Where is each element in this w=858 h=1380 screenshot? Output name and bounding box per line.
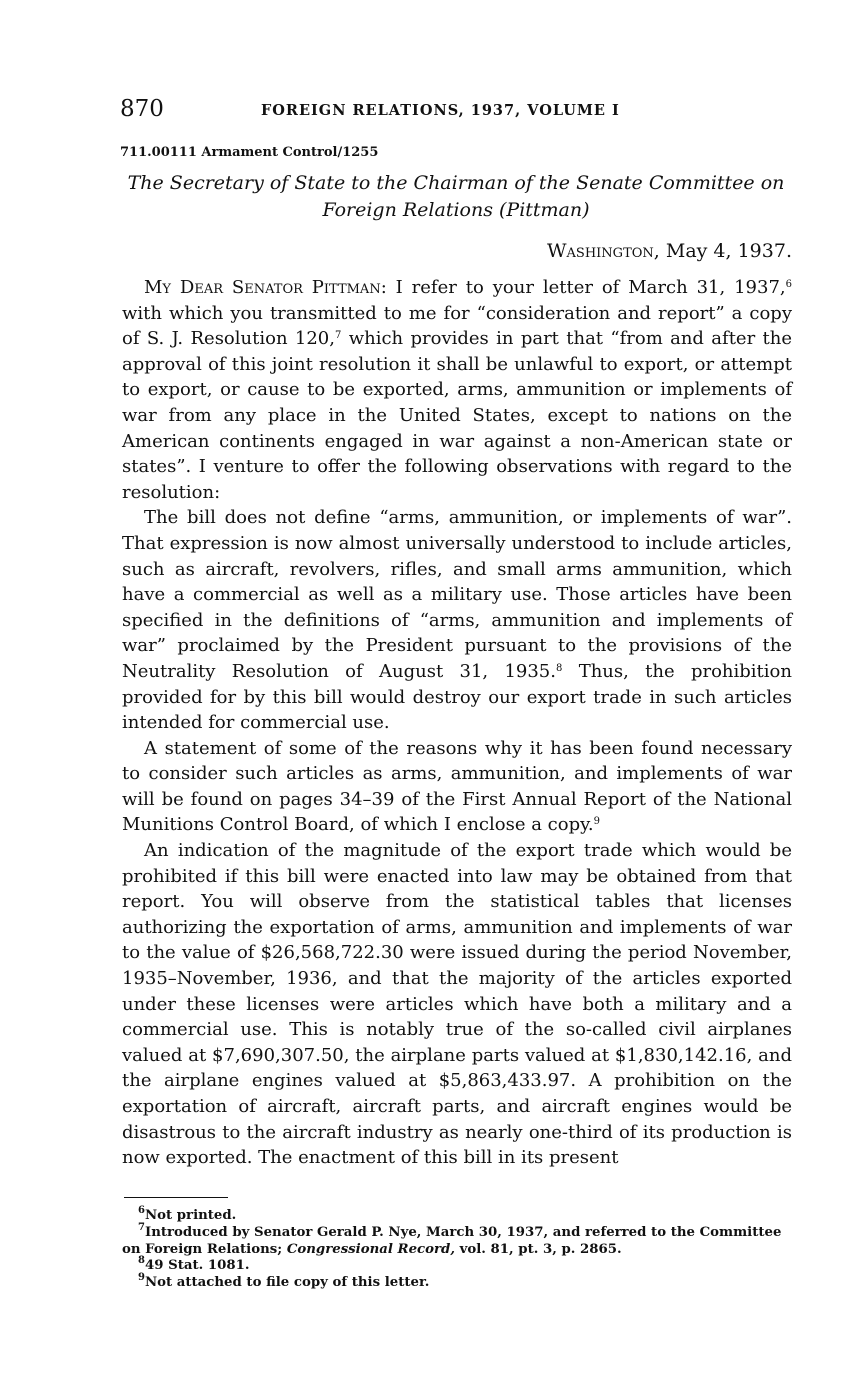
- paragraph-1-text-a: I refer to your letter of March 31, 1937,: [395, 277, 786, 298]
- paragraph-1-text-c: which provides in part that “from and after the approval of this joint resolution it shall be unlawful to export, or attempt to export, or cause to be exported, arms, ammunition or implements of war from any place in the United States, except to nations on the American continents engaged in war against a non-American state or states”. I venture to offer the following observations with regard to the resolution:: [122, 328, 793, 503]
- salutation: My Dear Senator Pittman:: [144, 277, 387, 298]
- footnote-ref-8: 8: [555, 662, 563, 674]
- footnote-ref-9: 9: [593, 816, 600, 828]
- paragraph-1: [122, 275, 792, 505]
- footnote-6: [122, 1205, 794, 1225]
- paragraph-2-text-b: Thus, the prohibition provided for by this bill would destroy our export trade in such articles intended for commercial use.: [122, 660, 792, 734]
- letter-body: [122, 275, 792, 1171]
- document-title: [118, 170, 794, 224]
- footnote-6-text: Not printed.: [144, 1208, 237, 1223]
- paragraph-3-text: A statement of some of the reasons why it has been found necessary to consider such articles as arms, ammunition, and implements of war will be found on pages 34–39 of the First Annual Report of the National Munitions Control Board, of which I enclose a copy.: [122, 737, 792, 836]
- paragraph-2-text-a: The bill does not define “arms, ammunition, or implements of war”. That expression is now almost universally understood to include articles, such as aircraft, revolvers, rifles, and small arms ammunition, which have a commercial as well as a military use. Those articles have been specified in the definitions of “arms, ammunition and implements of war” proclaimed by the President pursuant to the provisions of the Neutrality Resolution of August 31, 1935.: [122, 507, 792, 682]
- dateline-place: Washington,: [547, 240, 660, 262]
- dateline-date: May 4, 1937.: [665, 240, 792, 262]
- footnote-7-text-b: vol. 81, pt. 3, p. 2865.: [459, 1241, 622, 1257]
- paragraph-4-text: An indication of the magnitude of the export trade which would be prohibited if this bill were enacted into law may be obtained from that report. You will observe from the statistical tables that licenses authorizing the exportation of arms, ammunition and implements of war to the value of $26,568,722.30 were issued during the period November, 1935–November, 1936, and that the majority of the articles exported under these licenses were articles which have both a military and a commercial use. This is notably true of the so-called civil airplanes valued at $7,690,307.50, the airplane parts valued at $1,830,142.16, and the airplane engines valued at $5,863,433.97. A prohibition on the exportation of aircraft, aircraft parts, and aircraft engines would be disastrous to the aircraft industry as nearly one-third of its production is now exported. The enactment of this bill in its present: [122, 840, 792, 1169]
- paragraph-4: [122, 838, 792, 1171]
- paragraph-3: [122, 736, 792, 838]
- footnote-9-number: 9: [138, 1272, 145, 1284]
- paragraph-2: [122, 505, 792, 735]
- footnote-9-text: Not attached to file copy of this letter.: [144, 1275, 430, 1291]
- running-head: FOREIGN RELATIONS, 1937, VOLUME I: [261, 102, 620, 119]
- footnote-8: [122, 1255, 794, 1275]
- dateline: [500, 240, 792, 262]
- footnote-7-text-a: Introduced by Senator Gerald P. Nye, March 30, 1937, and referred to the Committee on Foreign Relations;: [122, 1224, 782, 1257]
- footnote-8-number: 8: [138, 1255, 145, 1267]
- footnote-7-number: 7: [138, 1221, 145, 1233]
- footnote-7-source: Congressional Record,: [286, 1241, 455, 1257]
- footnote-8-text: 49 Stat. 1081.: [144, 1258, 250, 1274]
- footnotes: [122, 1205, 794, 1292]
- page-number: 870: [120, 96, 164, 122]
- footnote-6-number: 6: [138, 1205, 145, 1216]
- footnote-9: [122, 1272, 794, 1292]
- page-header: [120, 96, 800, 132]
- footnote-divider: [124, 1197, 228, 1198]
- footnote-ref-6: 6: [785, 279, 793, 290]
- file-number: 711.00111 Armament Control/1255: [120, 145, 379, 160]
- title-line-1: The Secretary of State to the Chairman of the Senate Committee on: [127, 172, 785, 194]
- title-line-2: Foreign Relations (Pittman): [322, 199, 590, 221]
- footnote-ref-7: 7: [334, 330, 342, 342]
- paragraph-1-text-b: with which you transmitted to me for “consideration and report” a copy of S. J. Resolution 120,: [122, 302, 792, 350]
- footnote-7: [122, 1221, 794, 1259]
